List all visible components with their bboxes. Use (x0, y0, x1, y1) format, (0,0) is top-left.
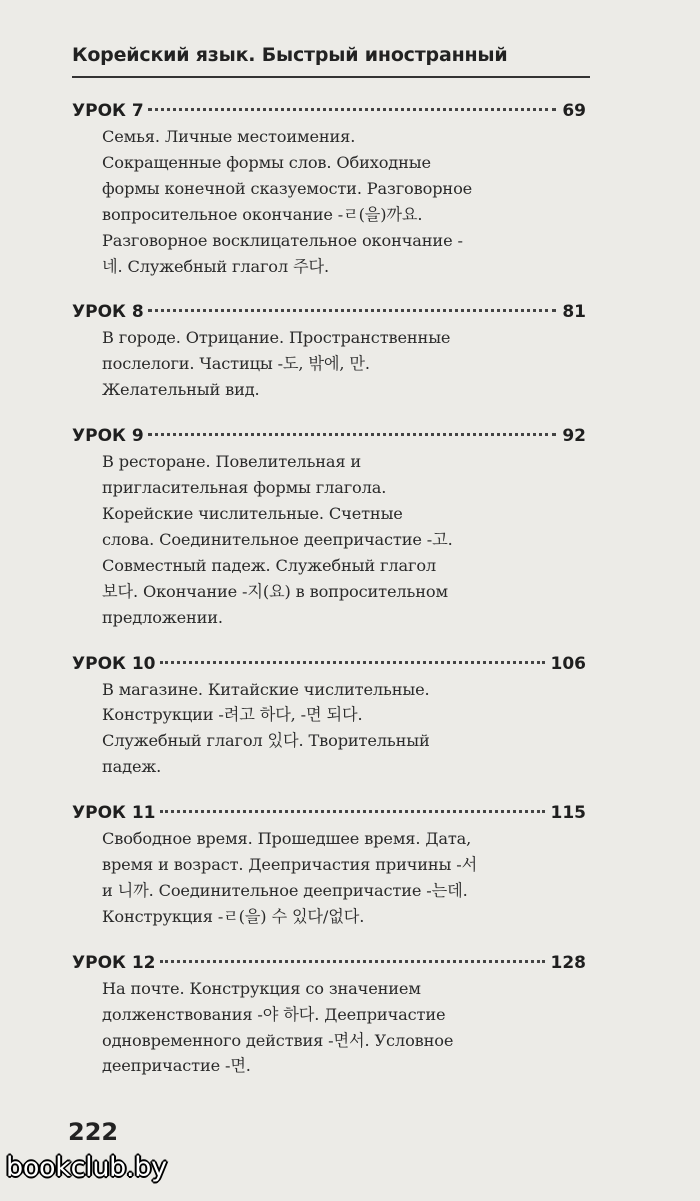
description-line: В магазине. Китайские числительные. (102, 679, 430, 699)
dot-leader (160, 810, 545, 813)
toc-entry-lesson-11 (72, 801, 586, 930)
description-line: Конструкции -려고 하다, -면 되다. (102, 705, 363, 725)
page-ref: 128 (550, 952, 586, 973)
dot-leader (160, 960, 545, 963)
toc-heading (72, 300, 586, 325)
description-line: Свободное время. Прошедшее время. Дата, (102, 829, 472, 849)
dot-leader (148, 108, 557, 111)
description-line: время и возраст. Деепричастия причины -서 (102, 855, 478, 875)
page-number: 222 (68, 1118, 119, 1146)
toc-heading (72, 801, 586, 826)
toc-entry-lesson-8 (72, 300, 586, 403)
description-line: Служебный глагол 있다. Творительный (102, 731, 430, 751)
dot-leader (160, 661, 545, 664)
toc-entry-lesson-7 (72, 99, 586, 279)
description-line: 보다. Окончание -지(요) в вопросительном (102, 581, 448, 601)
toc-entry-lesson-10 (72, 652, 586, 781)
lesson-description (102, 449, 586, 630)
description-line: Разговорное восклицательное окончание - (102, 230, 463, 250)
description-line: падеж. (102, 757, 162, 777)
description-line: одновременного действия -면서. Условное (102, 1030, 454, 1050)
lesson-label: УРОК 8 (72, 302, 144, 323)
description-line: вопросительное окончание -ㄹ(을)까요. (102, 204, 423, 224)
lesson-description (102, 826, 586, 930)
lesson-label: УРОК 7 (72, 101, 144, 121)
lesson-label: УРОК 11 (72, 803, 156, 824)
description-line: деепричастие -면. (102, 1056, 251, 1076)
description-line: и 니까. Соединительное деепричастие -는데. (102, 880, 468, 900)
header-rule (72, 76, 590, 78)
description-line: пригласительная формы глагола. (102, 478, 387, 498)
description-line: 네. Служебный глагол 주다. (102, 256, 329, 276)
description-line: Корейские числительные. Счетные (102, 503, 403, 523)
description-line: Сокращенные формы слов. Обиходные (102, 152, 431, 172)
lesson-description (102, 124, 586, 279)
page-ref: 115 (550, 803, 586, 824)
dot-leader (148, 309, 557, 312)
description-line: Конструкция -ㄹ(을) 수 있다/없다. (102, 906, 365, 926)
toc-heading (72, 652, 586, 677)
description-line: Совместный падеж. Служебный глагол (102, 555, 437, 575)
description-line: слова. Соединительное деепричастие -고. (102, 529, 453, 549)
description-line: В ресторане. Повелительная и (102, 452, 362, 472)
lesson-label: УРОК 10 (72, 653, 156, 674)
description-line: Семья. Личные местоимения. (102, 127, 356, 146)
description-line: предложении. (102, 607, 223, 627)
running-header: Корейский язык. Быстрый иностранный (72, 44, 508, 66)
page-ref: 106 (550, 653, 586, 674)
watermark: bookclub.by (6, 1152, 167, 1183)
description-line: Желательный вид. (102, 380, 260, 400)
page-ref: 69 (562, 101, 586, 121)
toc-entry-lesson-9 (72, 424, 586, 630)
toc-heading (72, 99, 586, 124)
lesson-label: УРОК 12 (72, 952, 156, 973)
dot-leader (148, 433, 557, 436)
lesson-description (102, 325, 586, 403)
description-line: формы конечной сказуемости. Разговорное (102, 178, 473, 198)
description-line: В городе. Отрицание. Пространственные (102, 328, 451, 348)
page-ref: 92 (562, 426, 586, 447)
lesson-description (102, 677, 586, 781)
toc-heading (72, 951, 586, 976)
lesson-label: УРОК 9 (72, 426, 144, 447)
description-line: долженствования -야 하다. Деепричастие (102, 1004, 446, 1024)
lesson-description (102, 976, 586, 1080)
description-line: На почте. Конструкция со значением (102, 978, 421, 998)
toc-entry-lesson-12 (72, 951, 586, 1080)
table-of-contents (72, 99, 586, 1100)
description-line: послелоги. Частицы -도, 밖에, 만. (102, 354, 370, 374)
page-ref: 81 (562, 302, 586, 323)
toc-heading (72, 424, 586, 449)
